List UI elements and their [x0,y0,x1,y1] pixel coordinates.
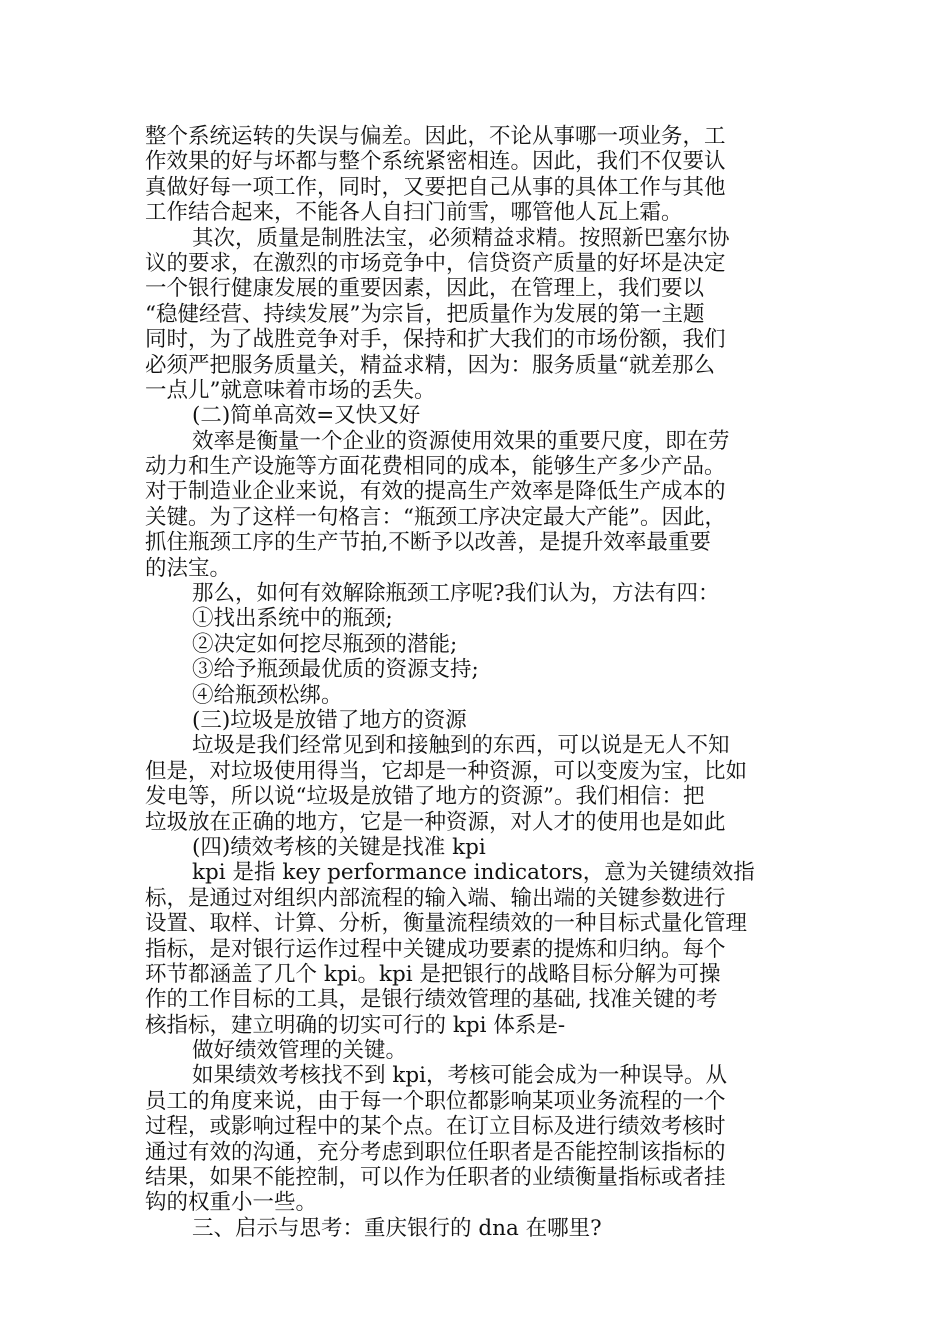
text-line: kpi 是指 key performance indicators，意为关键绩效指 [192,860,755,886]
text-line: ④给瓶颈松绑。 [192,682,343,708]
text-line: ③给予瓶颈最优质的资源支持; [192,657,479,683]
text-line: 真做好每一项工作，同时，又要把自己从事的具体工作与其他 [145,174,726,200]
text-line: 核指标，建立明确的切实可行的 kpi 体系是- [145,1012,566,1038]
text-line: 三、启示与思考：重庆银行的 dna 在哪里? [192,1215,602,1241]
text-line: 环节都涵盖了几个 kpi。kpi 是把银行的战略目标分解为可操 [145,961,721,987]
text-line: 指标，是对银行运作过程中关键成功要素的提炼和归纳。每个 [145,936,726,962]
text-line: 那么，如何有效解除瓶颈工序呢?我们认为，方法有四： [192,581,720,607]
text-line: 垃圾放在正确的地方，它是一种资源，对人才的使用也是如此 [145,809,726,835]
text-line: 其次，质量是制胜法宝，必须精益求精。按照新巴塞尔协 [192,225,730,251]
text-line: 作效果的好与坏都与整个系统紧密相连。因此，我们不仅要认 [145,149,726,175]
text-line: 结果，如果不能控制，可以作为任职者的业绩衡量指标或者挂 [145,1165,726,1191]
text-line: ②决定如何挖尽瓶颈的潜能; [192,631,458,657]
text-line: 同时，为了战胜竞争对手，保持和扩大我们的市场份额，我们 [145,327,726,353]
text-line: 通过有效的沟通，充分考虑到职位任职者是否能控制该指标的 [145,1139,726,1165]
text-line: 做好绩效管理的关键。 [192,1038,408,1064]
text-line: 标，是通过对组织内部流程的输入端、输出端的关键参数进行 [145,885,726,911]
text-line: 一个银行健康发展的重要因素，因此，在管理上，我们要以 [145,276,705,302]
text-line: “稳健经营、持续发展”为宗旨，把质量作为发展的第一主题 [145,301,705,327]
text-line: ①找出系统中的瓶颈; [192,606,393,632]
text-line: 如果绩效考核找不到 kpi，考核可能会成为一种误导。从 [192,1063,728,1089]
text-line: 对于制造业企业来说，有效的提高生产效率是降低生产成本的 [145,479,726,505]
text-line: 整个系统运转的失误与偏差。因此，不论从事哪一项业务，工 [145,124,726,149]
text-line: 垃圾是我们经常见到和接触到的东西，可以说是无人不知 [192,733,730,759]
text-line: 作的工作目标的工具，是银行绩效管理的基础, 找准关键的考 [145,987,718,1013]
text-line: 钩的权重小一些。 [145,1190,318,1216]
text-line: (二)简单高效=又快又好 [192,403,421,429]
text-line: (三)垃圾是放错了地方的资源 [192,707,467,733]
text-line: 发电等，所以说“垃圾是放错了地方的资源”。我们相信：把 [145,784,705,810]
text-line: 过程，或影响过程中的某个点。在订立目标及进行绩效考核时 [145,1114,726,1140]
text-line: 效率是衡量一个企业的资源使用效果的重要尺度，即在劳 [192,428,730,454]
text-line: 工作结合起来，不能各人自扫门前雪，哪管他人瓦上霜。 [145,200,683,226]
text-line: 员工的角度来说，由于每一个职位都影响某项业务流程的一个 [145,1088,726,1114]
text-line: 抓住瓶颈工序的生产节拍,不断予以改善，是提升效率最重要 [145,530,711,556]
document-body [145,124,805,1241]
text-line: (四)绩效考核的关键是找准 kpi [192,834,486,860]
text-line: 一点儿”就意味着市场的丢失。 [145,377,436,403]
text-line: 设置、取样、计算、分析，衡量流程绩效的一种目标式量化管理 [145,911,748,937]
text-line: 动力和生产设施等方面花费相同的成本，能够生产多少产品。 [145,454,726,480]
text-line: 必须严把服务质量关，精益求精，因为：服务质量“就差那么 [145,352,715,378]
text-line: 但是，对垃圾使用得当，它却是一种资源，可以变废为宝，比如 [145,758,748,784]
text-line: 议的要求，在激烈的市场竞争中，信贷资产质量的好坏是决定 [145,250,726,276]
text-line: 关键。为了这样一句格言：“瓶颈工序决定最大产能”。因此， [145,504,726,530]
text-line: 的法宝。 [145,555,232,581]
